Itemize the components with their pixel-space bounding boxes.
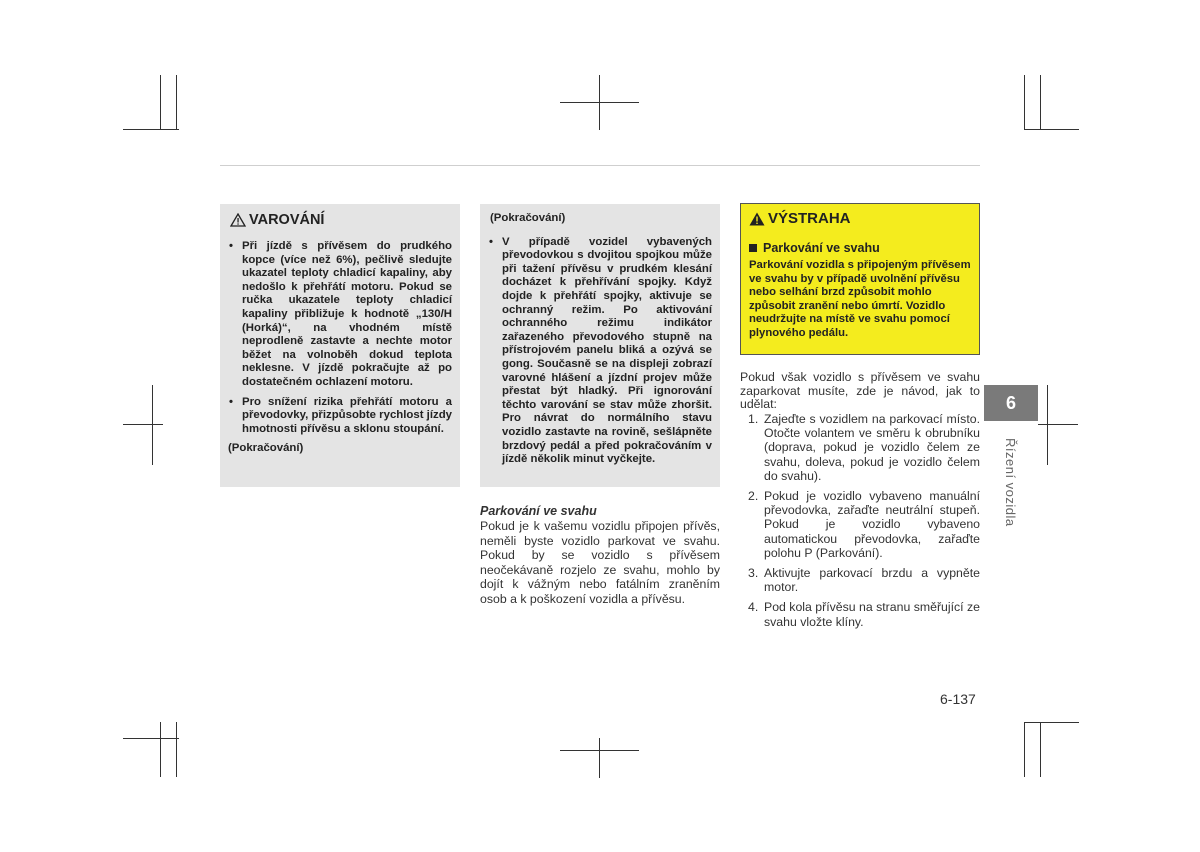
steps-list (748, 412, 980, 635)
list-item (748, 600, 980, 628)
list-item (748, 412, 980, 483)
crop-mark (560, 750, 639, 751)
crop-mark (1024, 722, 1025, 777)
crop-mark (160, 75, 161, 130)
crop-mark (152, 385, 153, 465)
warning-triangle-icon (230, 213, 246, 227)
crop-mark (123, 424, 163, 425)
step-number: 3. (748, 566, 759, 581)
caution-subtitle-text: Parkování ve svahu (763, 241, 880, 255)
crop-mark (1038, 424, 1078, 425)
crop-mark (1024, 129, 1079, 130)
crop-mark (1024, 722, 1079, 723)
caution-body: Parkování vozidla s připojeným přívěsem ve svahu by v případě uvolnění přívěsu nebo selhání brzd způsobit mohlo způsobit zranění nebo úmrtí. Vozidlo neudržujte na místě ve svahu pomocí plynového pedálu. (749, 259, 971, 339)
step-text: Aktivujte parkovací brzdu a vypněte motor. (764, 566, 980, 595)
crop-mark (560, 102, 639, 103)
page-number: 6-137 (940, 691, 976, 707)
step-number: 1. (748, 412, 759, 426)
caution-subtitle (749, 241, 971, 255)
caution-title (749, 210, 971, 227)
list-item (748, 566, 980, 594)
crop-mark (176, 75, 177, 130)
caution-title-text: VÝSTRAHA (768, 210, 851, 227)
step-number: 4. (748, 600, 759, 615)
crop-mark (160, 722, 161, 777)
warning-title (230, 212, 452, 228)
square-bullet-icon (749, 244, 757, 252)
section-paragraph: Pokud je k vašemu vozidlu připojen přívěs, neměli byste vozidlo parkovat ve svahu. Pokud by se vozidlo s přívěsem neočekávaně rozjelo ze svahu, mohlo by dojít k vážným nebo fatálním zraněním osob a k poškození vozidla a přívěsu. (480, 519, 720, 606)
crop-mark (1040, 75, 1041, 130)
list-item (748, 489, 980, 560)
chapter-tab: 6 (984, 385, 1038, 421)
warning-item: • V případě vozidel vybavených převodovkou s dvojitou spojkou může při tažení přívěsu v prudkém klesání docházet k přehřívání spojky. Když dojde k přehřátí spojky, aktivuje se ochranný režim. Po aktivování ochranného režimu indikátor zařazeného převodového stupně na přístrojovém panelu bliká a ozývá se gong. Současně se na displeji zobrazí varovné hlášení a jízdní projev může přestat být hladký. Při ignorování těchto varování se stav může zhoršit. Pro návrat do normálního stavu vozidlo zastavte na rovině, sešlápněte brzdový pedál a před pokračováním v jízdě několik minut vyčkejte. (488, 236, 712, 467)
step-text: Pod kola přívěsu na stranu směřující ze svahu vložte klíny. (764, 600, 980, 629)
section-heading: Parkování ve svahu (480, 504, 597, 518)
step-text: Zajeďte s vozidlem na parkovací místo. Otočte volantem ve směru k obrubníku (doprava, pokud je vozidlo čelem ze svahu, doleva, pokud je vozidlo čelem do svahu). (764, 412, 980, 483)
crop-mark (1024, 75, 1025, 130)
crop-mark (1040, 722, 1041, 777)
chapter-title: Řízení vozidla (1003, 438, 1018, 527)
continued-label: (Pokračování) (228, 442, 304, 455)
crop-mark (123, 738, 179, 739)
warning-box-left (220, 204, 460, 487)
crop-mark (599, 738, 600, 778)
warning-item: • Pro snížení rizika přehřátí motoru a převodovky, přizpůsobte rychlost jízdy hmotnosti přívěsu a sklonu stoupání. (228, 396, 452, 437)
caution-box (740, 203, 980, 355)
step-text: Pokud je vozidlo vybaveno manuální převodovka, zařaďte neutrální stupeň. Pokud je vozidlo vybaveno automatickou převodovka, zařaďte polohu P (Parkování). (764, 489, 980, 560)
crop-mark (123, 129, 179, 130)
step-number: 2. (748, 489, 759, 504)
continued-label: (Pokračování) (490, 212, 566, 224)
warning-triangle-icon (749, 212, 765, 226)
crop-mark (1047, 385, 1048, 465)
intro-paragraph: Pokud však vozidlo s přívěsem ve svahu zaparkovat musíte, zde je návod, jak to udělat: (740, 370, 980, 411)
warning-title-text: VAROVÁNÍ (249, 212, 325, 228)
header-rule (220, 165, 980, 166)
warning-box-middle (480, 204, 720, 487)
crop-mark (176, 722, 177, 777)
warning-item: • Při jízdě s přívěsem do prudkého kopce (více než 6%), pečlivě sledujte ukazatel teploty chladicí kapaliny, aby nedošlo k přehřátí motoru. Pokud se ručka ukazatele teploty chladicí kapaliny přibližuje k hodnotě „130/H (Horká)“, na vhodném místě neprodleně zastavte a nechte motor běžet na volnoběh dokud teplota neklesne. V jízdě pokračujte až po dostatečném ochlazení motoru. (228, 240, 452, 390)
